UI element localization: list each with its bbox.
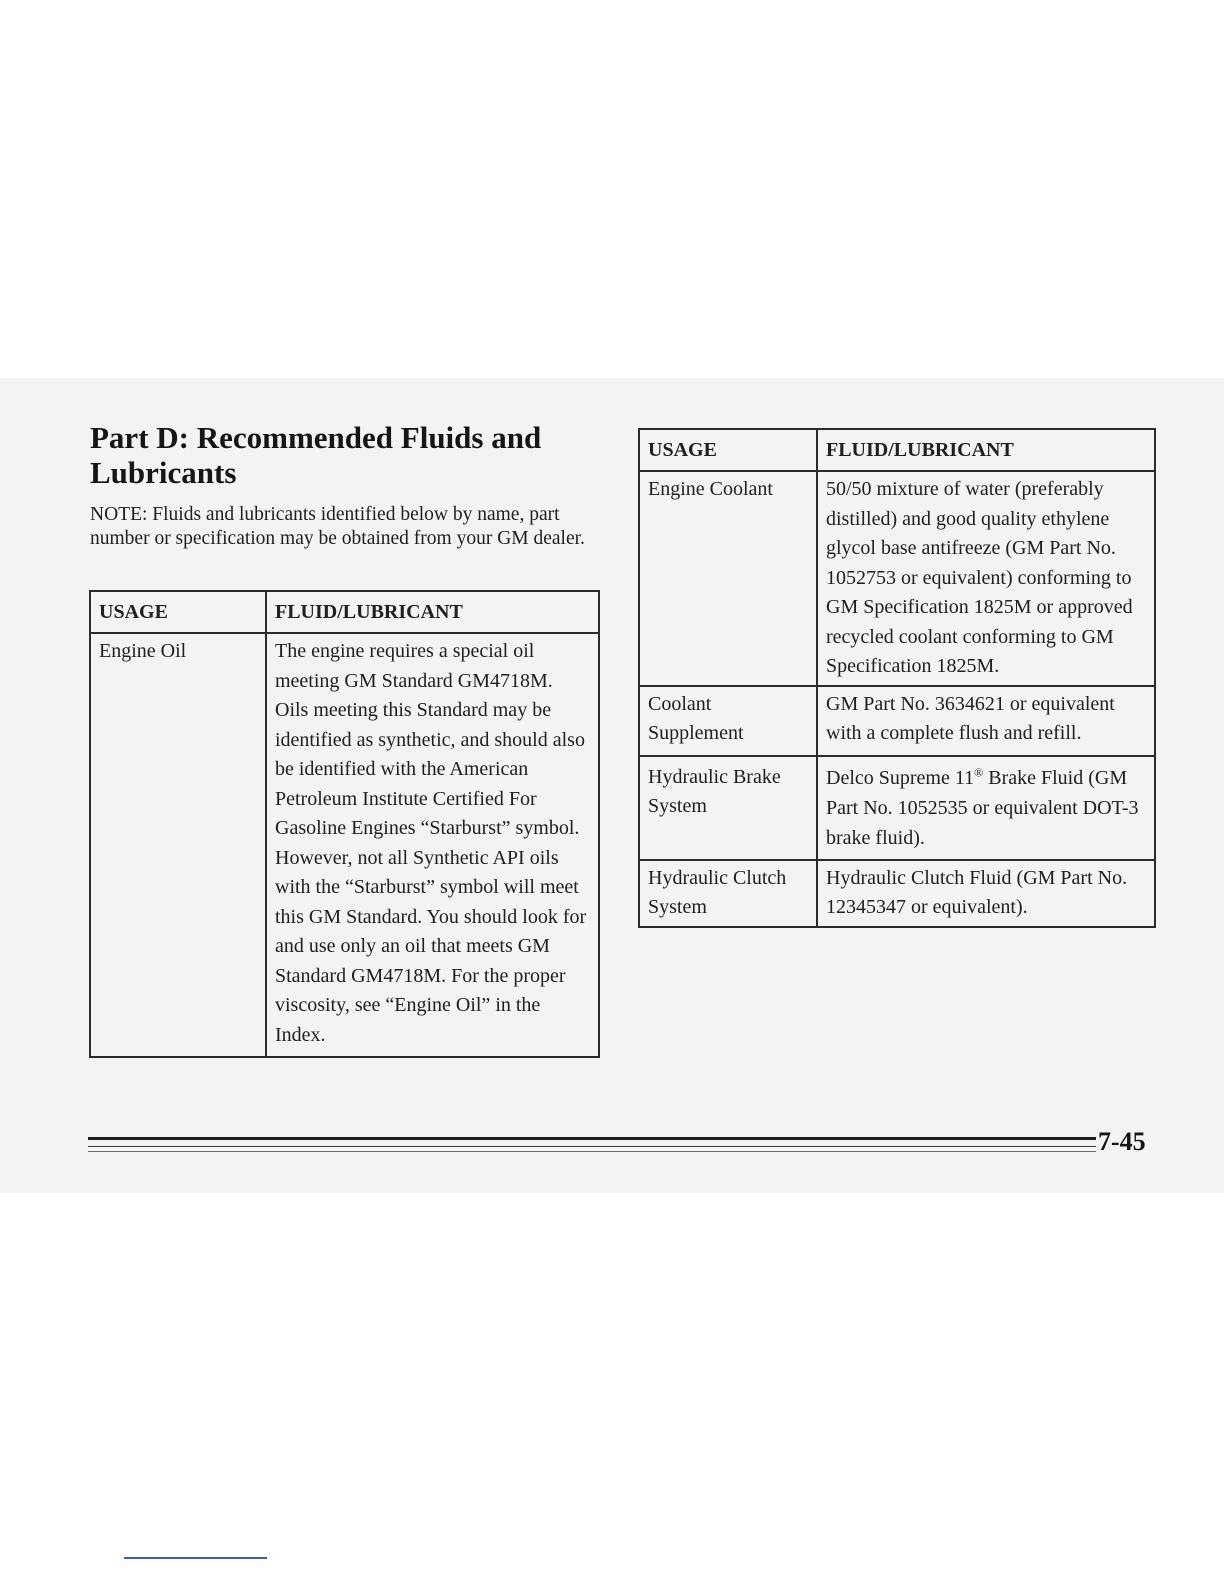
fluids-table-left [89,590,600,1058]
note-paragraph: NOTE: Fluids and lubricants identified below by name, part number or specification may be obtained from your GM dealer. [90,504,585,549]
fluid-text: Delco Supreme 11 [826,766,975,789]
table-row [90,633,599,1057]
table-row [639,860,1155,927]
page-title: Part D: Recommended Fluids and Lubricants [90,420,542,490]
footer-rule [88,1151,1096,1152]
usage-column-header: USAGE [639,429,817,471]
bottom-link-underline[interactable] [124,1557,267,1559]
footer-rule [88,1146,1096,1147]
footer-rule [88,1137,1096,1140]
page-number: 7-45 [1098,1127,1146,1156]
table-header-row [90,591,599,633]
fluid-cell: The engine requires a special oil meeting GM Standard GM4718M. Oils meeting this Standard may be identified as synthetic, and should also be identified with the American Petroleum Institute Certified For Gasoline Engines “Starburst” symbol. However, not all Synthetic API oils with the “Starburst” symbol will meet this GM Standard. You should look for and use only an oil that meets GM Standard GM4718M. For the proper viscosity, see “Engine Oil” in the Index. [266,633,599,1057]
fluid-cell: 50/50 mixture of water (preferably distilled) and good quality ethylene glycol base antifreeze (GM Part No. 1052753 or equivalent) conforming to GM Specification 1825M or approved recycled coolant conforming to GM Specification 1825M. [817,471,1155,686]
fluid-column-header: FLUID/LUBRICANT [817,429,1155,471]
fluid-cell [817,756,1155,860]
usage-column-header: USAGE [90,591,266,633]
fluid-text: Brake Fluid (GM Part No. 1052535 or equivalent DOT-3 brake fluid). [826,766,1139,849]
table-header-row [639,429,1155,471]
registered-mark: ® [974,764,984,779]
fluid-cell: GM Part No. 3634621 or equivalent with a complete flush and refill. [817,686,1155,756]
usage-cell: Engine Coolant [639,471,817,686]
table-row [639,686,1155,756]
usage-cell: Hydraulic Brake System [639,756,817,860]
table-row [639,471,1155,686]
usage-cell: Hydraulic Clutch System [639,860,817,927]
fluid-column-header: FLUID/LUBRICANT [266,591,599,633]
table-row [639,756,1155,860]
fluids-table-right [638,428,1156,928]
usage-cell: Coolant Supplement [639,686,817,756]
usage-cell: Engine Oil [90,633,266,1057]
fluid-cell: Hydraulic Clutch Fluid (GM Part No. 12345347 or equivalent). [817,860,1155,927]
